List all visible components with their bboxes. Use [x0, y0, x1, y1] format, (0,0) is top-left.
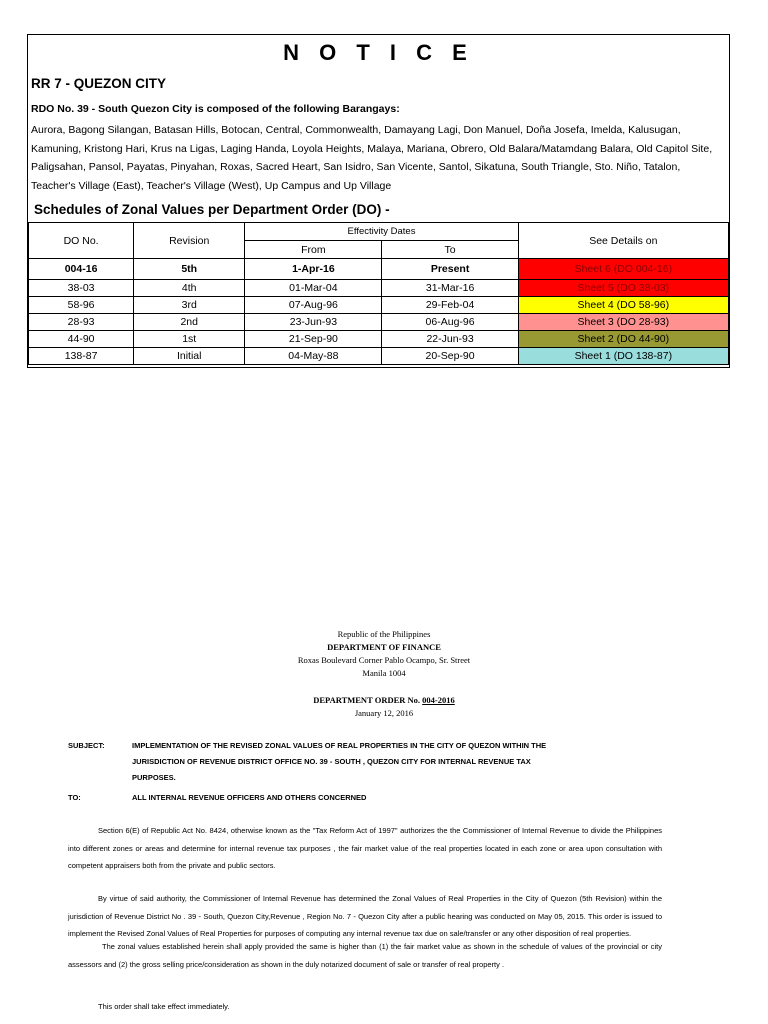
cell-from: 23-Jun-93 [245, 314, 382, 331]
header-details: See Details on [518, 223, 728, 259]
cell-from: 21-Sep-90 [245, 331, 382, 348]
cell-do-no: 38-03 [29, 280, 134, 297]
paragraph-1: Section 6(E) of Republic Act No. 8424, otherwise known as the "Tax Reform Act of 1997" authorizes the the Commissioner of Internal Revenue to divide the Philippines into different zones or areas and determine for internal revenue tax purposes , the fair market value of the real properties located in each zone or area upon consultation with competent appraisers both from the private and public sectors. [68, 826, 662, 870]
paragraph-3: The zonal values established herein shall apply provided the same is higher than (1) the fair market value as shown in the schedule of values of the provincial or city assessors and (2) the gross selling price/consideration as shown in the duly notarized document of sale or transfer of real property . [68, 942, 662, 969]
table-row [29, 259, 729, 280]
cell-revision: 2nd [134, 314, 245, 331]
order-date: January 12, 2016 [354, 708, 414, 718]
notice-title: N O T I C E [283, 40, 474, 65]
schedule-title: Schedules of Zonal Values per Department Order (DO) - [34, 201, 390, 217]
address-line: Roxas Boulevard Corner Pablo Ocampo, Sr. Street [297, 655, 471, 665]
cell-from: 1-Apr-16 [245, 259, 382, 280]
republic-line: Republic of the Philippines [337, 629, 431, 639]
to-text: ALL INTERNAL REVENUE OFFICERS AND OTHERS CONCERNED [132, 793, 367, 802]
cell-from: 04-May-88 [245, 348, 382, 365]
table-row [29, 331, 729, 348]
to-block [68, 790, 568, 806]
sheet-link[interactable]: Sheet 1 (DO 138-87) [518, 348, 728, 365]
region-title: RR 7 - QUEZON CITY [31, 76, 167, 91]
cell-revision: 4th [134, 280, 245, 297]
order-number: 004-2016 [422, 695, 455, 705]
order-label: DEPARTMENT ORDER No. [313, 695, 421, 705]
cell-revision: Initial [134, 348, 245, 365]
department-order [0, 628, 768, 1011]
sheet-link[interactable]: Sheet 4 (DO 58-96) [518, 297, 728, 314]
cell-to: 22-Jun-93 [382, 331, 518, 348]
cell-to: Present [382, 259, 518, 280]
sheet-link[interactable]: Sheet 6 (DO 004-16) [518, 259, 728, 280]
cell-revision: 1st [134, 331, 245, 348]
sheet-link[interactable]: Sheet 5 (DO 38-03) [518, 280, 728, 297]
cell-revision: 5th [134, 259, 245, 280]
subject-block [68, 738, 568, 786]
subject-label: SUBJECT: [68, 741, 105, 750]
city-line: Manila 1004 [362, 668, 406, 678]
paragraph-4: This order shall take effect immediately. [98, 1002, 230, 1011]
cell-do-no: 44-90 [29, 331, 134, 348]
cell-do-no: 28-93 [29, 314, 134, 331]
department-line: DEPARTMENT OF FINANCE [327, 642, 441, 652]
header-revision: Revision [134, 223, 245, 259]
cell-do-no: 004-16 [29, 259, 134, 280]
cell-to: 31-Mar-16 [382, 280, 518, 297]
cell-to: 06-Aug-96 [382, 314, 518, 331]
sheet-link[interactable]: Sheet 2 (DO 44-90) [518, 331, 728, 348]
sheet-link[interactable]: Sheet 3 (DO 28-93) [518, 314, 728, 331]
header-do-no: DO No. [29, 223, 134, 259]
rdo-heading: RDO No. 39 - South Quezon City is composed of the following Barangays: [31, 103, 400, 115]
cell-do-no: 138-87 [29, 348, 134, 365]
subject-text: IMPLEMENTATION OF THE REVISED ZONAL VALUES OF REAL PROPERTIES IN THE CITY OF QUEZON WITHIN THE JURISDICTION OF REVENUE DISTRICT OFFICE NO. 39 - SOUTH , QUEZON CITY FOR INTERNAL REVENUE TAX PURPOSES. [132, 741, 547, 782]
table-row [29, 297, 729, 314]
header-from: From [245, 241, 382, 259]
zonal-values-table [28, 222, 729, 365]
barangay-list: Aurora, Bagong Silangan, Batasan Hills, Botocan, Central, Commonwealth, Damayang Lagi, Don Manuel, Doña Josefa, Imelda, Kalusugan, Kamuning, Kristong Hari, Krus na Ligas, Laging Handa, Loyola Heights, Malaya, Mariana, Obrero, Old Balara/Matamdang Balara, Old Capitol Site, Paligsahan, Pansol, Payatas, Pinyahan, Roxas, Sacred Heart, San Isidro, San Vicente, Santol, Sikatuna, South Triangle, Sto. Niño, Tatalon, Teacher's Village (East), Teacher's Village (West), Up Campus and Up Village [31, 124, 713, 193]
paragraph-2: By virtue of said authority, the Commissioner of Internal Revenue has determined the Zonal Values of Real Properties in the City of Quezon (5th Revision) within the jurisdiction of Revenue District No . 39 - South, Quezon City,Revenue , Region No. 7 - Quezon City after a public hearing was conducted on May 05, 2015. This order is issued to implement the Revised Zonal Values of Real Properties for purposes of computing any internal revenue tax due on sale/transfer or any other disposition of real properties. [68, 894, 662, 938]
header-to: To [382, 241, 518, 259]
to-label: TO: [68, 793, 81, 802]
cell-to: 20-Sep-90 [382, 348, 518, 365]
cell-to: 29-Feb-04 [382, 297, 518, 314]
table-row [29, 348, 729, 365]
table-row [29, 280, 729, 297]
cell-do-no: 58-96 [29, 297, 134, 314]
cell-from: 07-Aug-96 [245, 297, 382, 314]
cell-from: 01-Mar-04 [245, 280, 382, 297]
cell-revision: 3rd [134, 297, 245, 314]
order-number-line [0, 694, 768, 707]
header-effectivity: Effectivity Dates [245, 223, 518, 241]
table-row [29, 314, 729, 331]
notice-box [27, 34, 730, 368]
